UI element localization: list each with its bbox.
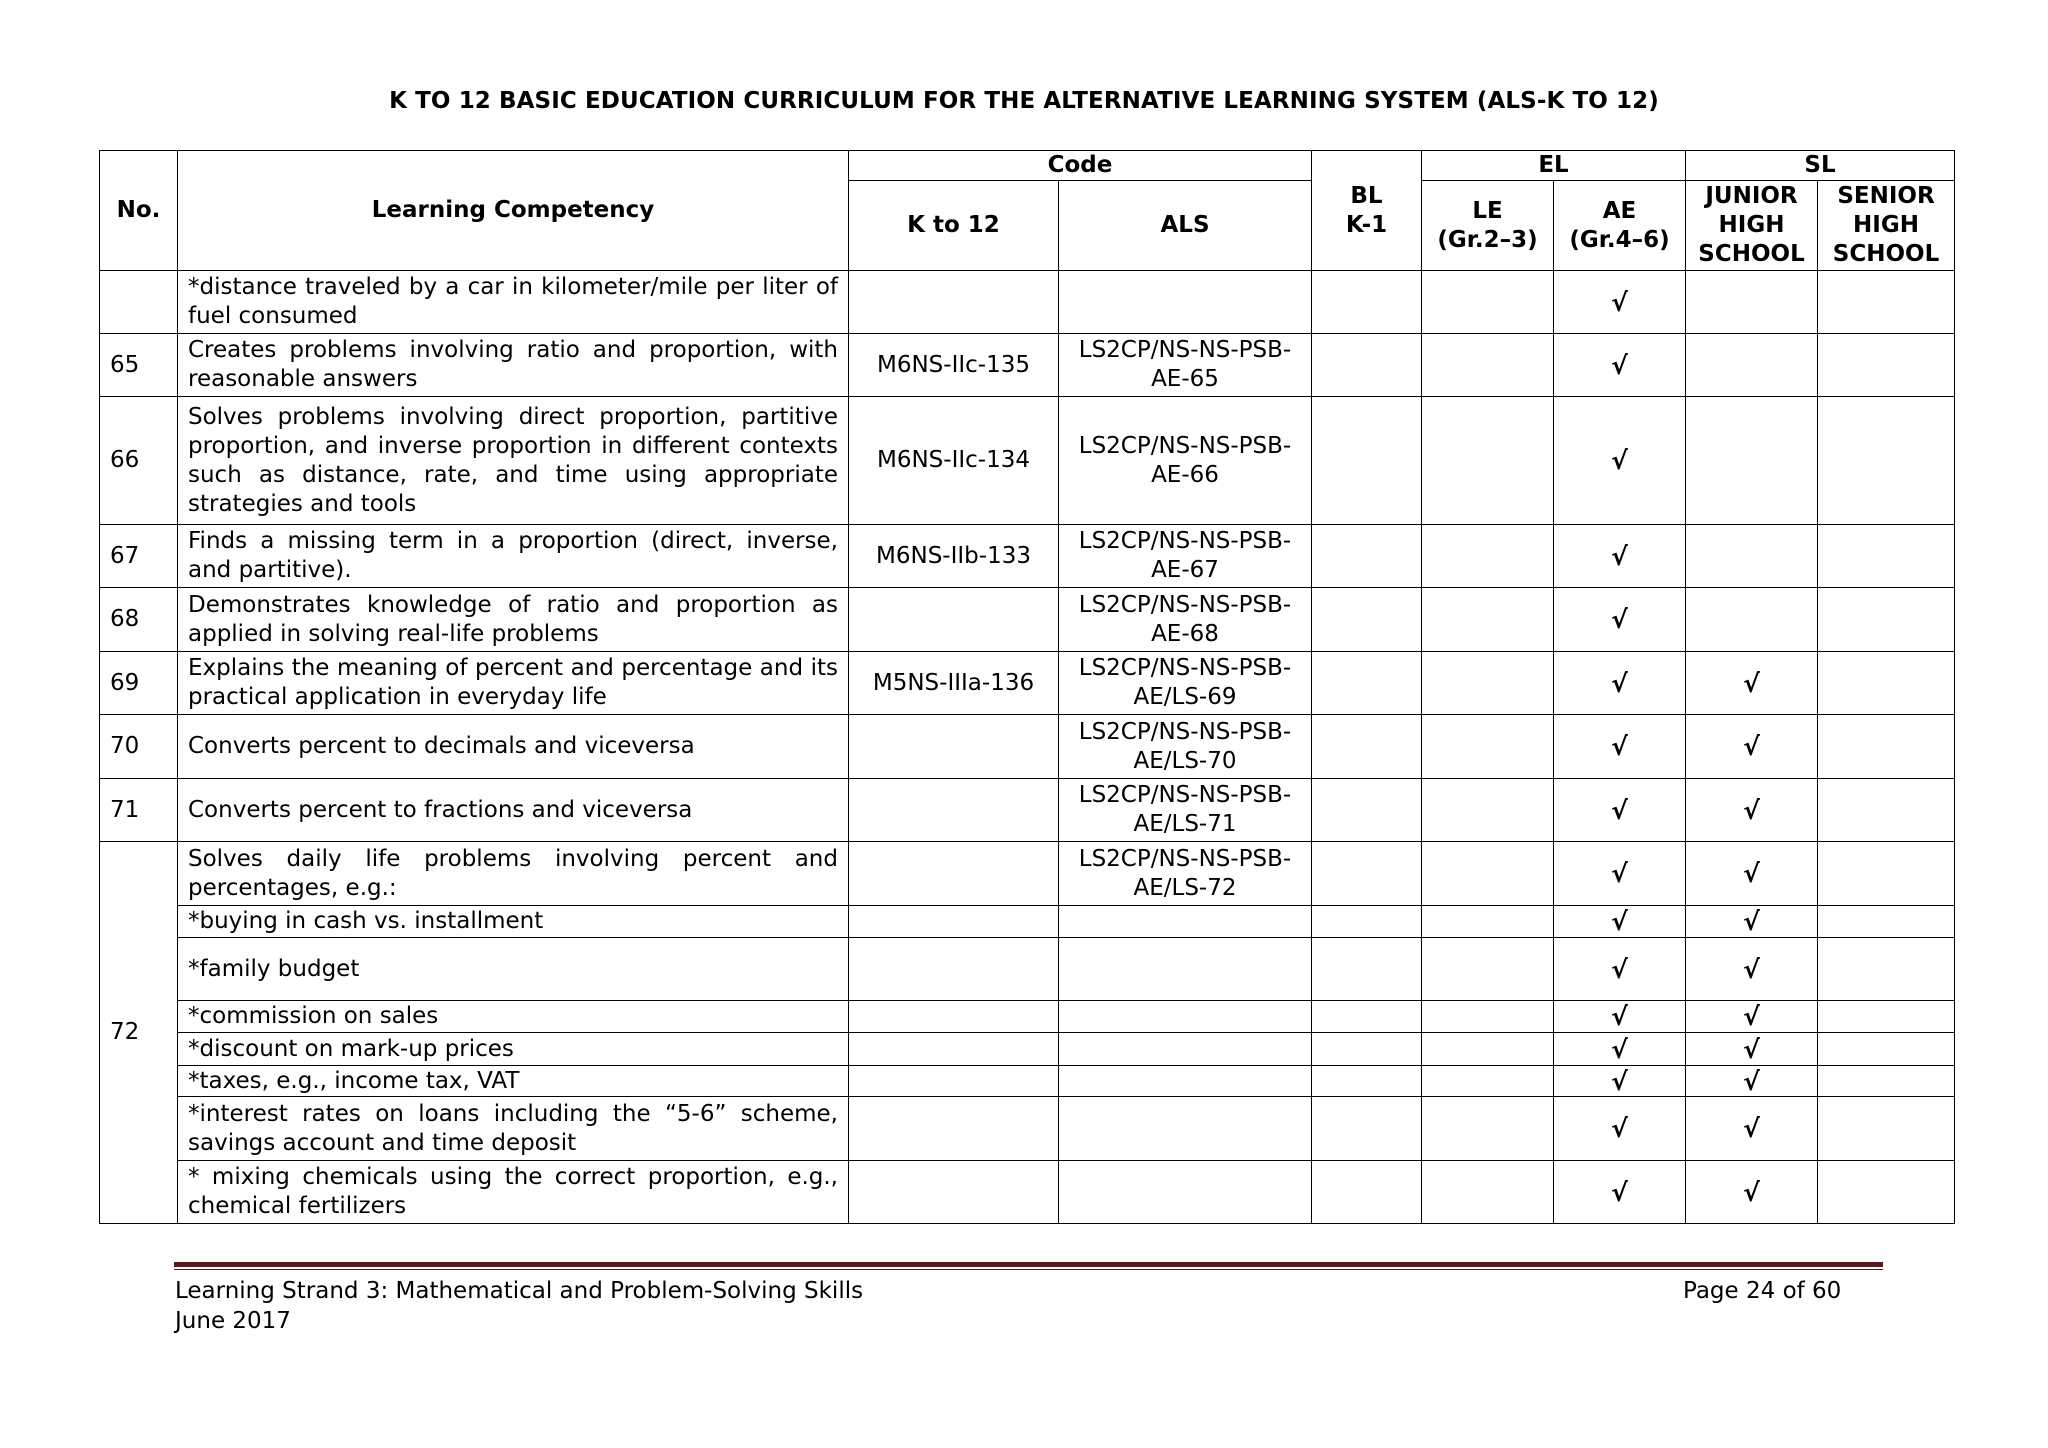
ae-check: √ bbox=[1554, 271, 1686, 334]
jhs-check: √ bbox=[1686, 779, 1818, 842]
ae-check: √ bbox=[1554, 938, 1686, 1001]
row-number: 72 bbox=[100, 842, 178, 1224]
learning-competency: Converts percent to fractions and viceversa bbox=[178, 779, 849, 842]
table-row bbox=[100, 652, 1955, 715]
ae-check: √ bbox=[1554, 525, 1686, 588]
learning-competency: Explains the meaning of percent and percentage and its practical application in everyday life bbox=[178, 652, 849, 715]
row-number: 70 bbox=[100, 715, 178, 779]
table-row bbox=[100, 906, 1955, 938]
jhs-check: √ bbox=[1686, 715, 1818, 779]
document-title: K TO 12 BASIC EDUCATION CURRICULUM FOR THE ALTERNATIVE LEARNING SYSTEM (ALS-K TO 12) bbox=[389, 88, 1659, 114]
footer-rule bbox=[174, 1262, 1883, 1267]
header-als: ALS bbox=[1059, 181, 1312, 271]
footer-left bbox=[175, 1276, 863, 1336]
footer-date: June 2017 bbox=[175, 1308, 291, 1334]
row-number: 68 bbox=[100, 588, 178, 652]
header-k-to-12: K to 12 bbox=[849, 181, 1059, 271]
footer-rule-thin bbox=[174, 1269, 1883, 1270]
learning-competency: Solves problems involving direct proportion, partitive proportion, and inverse proportion in different contexts such as distance, rate, and time using appropriate strategies and tools bbox=[178, 397, 849, 525]
als-code: LS2CP/NS-NS-PSB- AE/LS-70 bbox=[1059, 715, 1312, 779]
als-code: LS2CP/NS-NS-PSB- AE-67 bbox=[1059, 525, 1312, 588]
ae-check: √ bbox=[1554, 588, 1686, 652]
learning-competency: Creates problems involving ratio and proportion, with reasonable answers bbox=[178, 334, 849, 397]
table-row bbox=[100, 1001, 1955, 1033]
ae-check: √ bbox=[1554, 715, 1686, 779]
als-code: LS2CP/NS-NS-PSB- AE/LS-71 bbox=[1059, 779, 1312, 842]
ae-check: √ bbox=[1554, 779, 1686, 842]
learning-competency: *interest rates on loans including the “5-6” scheme, savings account and time deposit bbox=[178, 1097, 849, 1161]
jhs-check: √ bbox=[1686, 1097, 1818, 1161]
header-no: No. bbox=[100, 151, 178, 271]
ae-check: √ bbox=[1554, 1001, 1686, 1033]
table-row bbox=[100, 525, 1955, 588]
als-code: LS2CP/NS-NS-PSB- AE/LS-69 bbox=[1059, 652, 1312, 715]
ae-check: √ bbox=[1554, 906, 1686, 938]
als-code: LS2CP/NS-NS-PSB- AE-68 bbox=[1059, 588, 1312, 652]
ae-check: √ bbox=[1554, 1033, 1686, 1066]
ae-check: √ bbox=[1554, 1161, 1686, 1224]
row-number bbox=[100, 271, 178, 334]
learning-competency: *taxes, e.g., income tax, VAT bbox=[178, 1066, 849, 1097]
learning-competency: *family budget bbox=[178, 938, 849, 1001]
learning-competency: * mixing chemicals using the correct proportion, e.g., chemical fertilizers bbox=[178, 1161, 849, 1224]
header-ae: AE (Gr.4–6) bbox=[1554, 181, 1686, 271]
table-row bbox=[100, 271, 1955, 334]
header-code: Code bbox=[849, 151, 1312, 181]
k12-code: M6NS-IIc-135 bbox=[849, 334, 1059, 397]
learning-competency: *distance traveled by a car in kilometer/mile per liter of fuel consumed bbox=[178, 271, 849, 334]
table-row bbox=[100, 1066, 1955, 1097]
jhs-check: √ bbox=[1686, 652, 1818, 715]
row-number: 71 bbox=[100, 779, 178, 842]
learning-competency: Demonstrates knowledge of ratio and proportion as applied in solving real-life problems bbox=[178, 588, 849, 652]
learning-competency: *commission on sales bbox=[178, 1001, 849, 1033]
ae-check: √ bbox=[1554, 1097, 1686, 1161]
learning-competency: *buying in cash vs. installment bbox=[178, 906, 849, 938]
jhs-check: √ bbox=[1686, 938, 1818, 1001]
table-row bbox=[100, 938, 1955, 1001]
learning-competency: Solves daily life problems involving percent and percentages, e.g.: bbox=[178, 842, 849, 906]
als-code: LS2CP/NS-NS-PSB- AE-66 bbox=[1059, 397, 1312, 525]
k12-code: M6NS-IIc-134 bbox=[849, 397, 1059, 525]
table-row bbox=[100, 842, 1955, 906]
jhs-check: √ bbox=[1686, 1161, 1818, 1224]
table-row bbox=[100, 715, 1955, 779]
header-junior-high-school: JUNIOR HIGH SCHOOL bbox=[1686, 181, 1818, 271]
jhs-check: √ bbox=[1686, 842, 1818, 906]
als-code: LS2CP/NS-NS-PSB- AE/LS-72 bbox=[1059, 842, 1312, 906]
k12-code: M5NS-IIIa-136 bbox=[849, 652, 1059, 715]
curriculum-table bbox=[99, 150, 1955, 1224]
learning-competency: Converts percent to decimals and viceversa bbox=[178, 715, 849, 779]
table-row bbox=[100, 1033, 1955, 1066]
table-row bbox=[100, 1161, 1955, 1224]
table-row bbox=[100, 1097, 1955, 1161]
table-row bbox=[100, 397, 1955, 525]
learning-competency: Finds a missing term in a proportion (direct, inverse, and partitive). bbox=[178, 525, 849, 588]
table-row bbox=[100, 779, 1955, 842]
ae-check: √ bbox=[1554, 397, 1686, 525]
footer-page-number: Page 24 of 60 bbox=[1683, 1278, 1842, 1304]
row-number: 65 bbox=[100, 334, 178, 397]
jhs-check: √ bbox=[1686, 1066, 1818, 1097]
header-senior-high-school: SENIOR HIGH SCHOOL bbox=[1818, 181, 1955, 271]
ae-check: √ bbox=[1554, 334, 1686, 397]
ae-check: √ bbox=[1554, 652, 1686, 715]
row-number: 66 bbox=[100, 397, 178, 525]
als-code: LS2CP/NS-NS-PSB- AE-65 bbox=[1059, 334, 1312, 397]
k12-code: M6NS-IIb-133 bbox=[849, 525, 1059, 588]
row-number: 69 bbox=[100, 652, 178, 715]
jhs-check: √ bbox=[1686, 906, 1818, 938]
learning-competency: *discount on mark-up prices bbox=[178, 1033, 849, 1066]
jhs-check: √ bbox=[1686, 1001, 1818, 1033]
ae-check: √ bbox=[1554, 1066, 1686, 1097]
footer-strand: Learning Strand 3: Mathematical and Problem-Solving Skills bbox=[175, 1278, 864, 1304]
table-row bbox=[100, 334, 1955, 397]
header-bl: BL K-1 bbox=[1312, 151, 1422, 271]
header-el: EL bbox=[1422, 151, 1686, 181]
jhs-check: √ bbox=[1686, 1033, 1818, 1066]
header-sl: SL bbox=[1686, 151, 1955, 181]
header-learning-competency: Learning Competency bbox=[178, 151, 849, 271]
table-row bbox=[100, 588, 1955, 652]
ae-check: √ bbox=[1554, 842, 1686, 906]
row-number: 67 bbox=[100, 525, 178, 588]
header-le: LE (Gr.2–3) bbox=[1422, 181, 1554, 271]
